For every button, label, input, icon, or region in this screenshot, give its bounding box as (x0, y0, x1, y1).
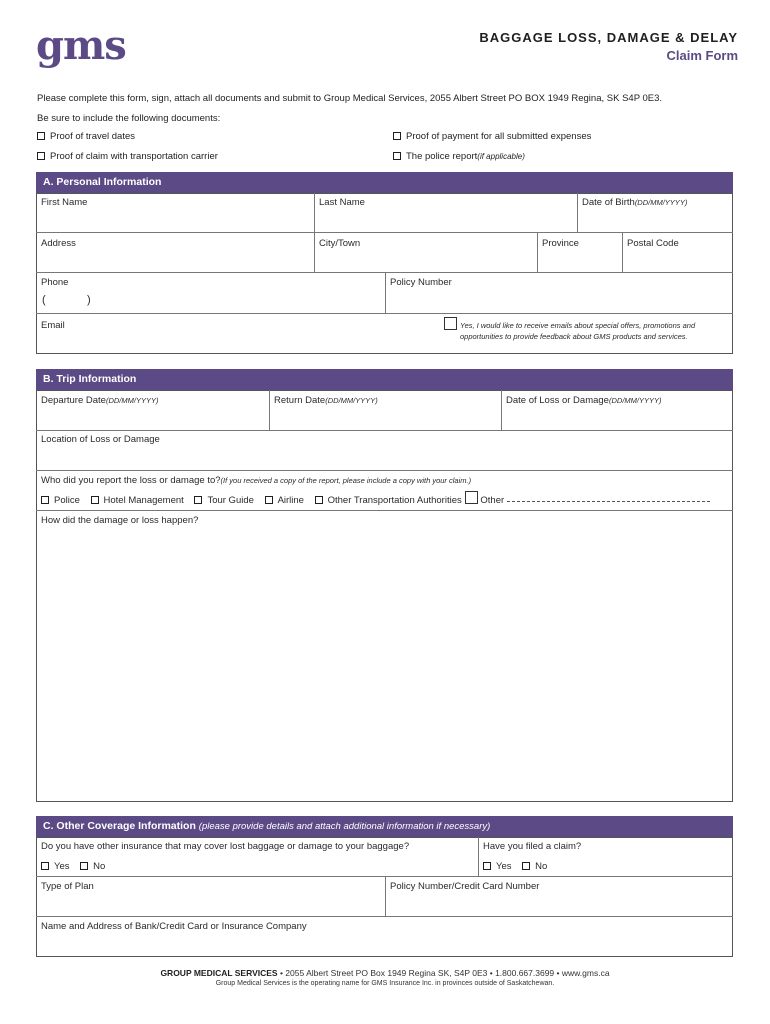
dob-field[interactable]: Date of Birth(DD/MM/YYYY) (582, 197, 688, 208)
last-name-field[interactable]: Last Name (319, 197, 365, 208)
divider (385, 272, 386, 313)
divider (537, 232, 538, 272)
other-insurance-no[interactable]: No (80, 861, 105, 872)
policy-number-field[interactable]: Policy Number (390, 277, 452, 288)
divider (36, 510, 733, 511)
other-blank-line[interactable] (507, 501, 710, 502)
checkbox[interactable] (194, 496, 202, 504)
divider (36, 232, 733, 233)
divider (36, 313, 733, 314)
location-field[interactable]: Location of Loss or Damage (41, 434, 160, 445)
include-text: Be sure to include the following documents: (37, 113, 221, 124)
other-insurance-yes[interactable]: Yes (41, 861, 70, 872)
report-question: Who did you report the loss or damage to?(If you received a copy of the report, please include a copy with your claim.) (41, 475, 472, 486)
divider (385, 876, 386, 916)
checkbox[interactable] (37, 132, 45, 140)
option-other[interactable]: Other (464, 495, 710, 506)
checkbox[interactable] (393, 132, 401, 140)
phone-area-close: ) (87, 294, 91, 306)
section-a-heading: A. Personal Information (36, 172, 733, 193)
divider (314, 193, 315, 272)
checkbox[interactable] (522, 862, 530, 870)
filed-claim-question: Have you filed a claim? (483, 841, 582, 852)
divider (478, 837, 479, 876)
policy-cc-field[interactable]: Policy Number/Credit Card Number (390, 881, 540, 892)
checkbox[interactable] (41, 496, 49, 504)
form-title: BAGGAGE LOSS, DAMAGE & DELAY (479, 30, 738, 45)
gms-logo: gms (36, 22, 126, 69)
filed-claim-options (483, 861, 547, 872)
filed-claim-yes[interactable]: Yes (483, 861, 512, 872)
divider (577, 193, 578, 232)
divider (36, 916, 733, 917)
checkbox[interactable] (393, 152, 401, 160)
how-happened-field[interactable]: How did the damage or loss happen? (41, 515, 199, 526)
email-optin-text: Yes, I would like to receive emails about special offers, promotions and opportunities to provide feedback about GMS products and services. (460, 321, 696, 341)
filed-claim-no[interactable]: No (522, 861, 547, 872)
email-optin-checkbox[interactable] (444, 317, 457, 330)
phone-field[interactable]: Phone (41, 277, 69, 288)
checkbox[interactable] (91, 496, 99, 504)
option-hotel[interactable]: Hotel Management (91, 495, 184, 506)
section-b-box (36, 390, 733, 802)
checkbox[interactable] (37, 152, 45, 160)
divider (269, 390, 270, 430)
report-options (41, 491, 710, 506)
divider (501, 390, 502, 430)
checkbox[interactable] (483, 862, 491, 870)
departure-date-field[interactable]: Departure Date(DD/MM/YYYY) (41, 395, 159, 406)
bank-field[interactable]: Name and Address of Bank/Credit Card or Insurance Company (41, 921, 307, 932)
email-field[interactable]: Email (41, 320, 65, 331)
section-c-heading: C. Other Coverage Information (please provide details and attach additional information if necessary) (36, 816, 733, 837)
form-subtitle: Claim Form (666, 48, 738, 63)
other-insurance-options (41, 861, 105, 872)
option-transport[interactable]: Other Transportation Authorities (315, 495, 462, 506)
checkbox[interactable] (80, 862, 88, 870)
return-date-field[interactable]: Return Date(DD/MM/YYYY) (274, 395, 378, 406)
address-field[interactable]: Address (41, 238, 76, 249)
checkbox[interactable] (465, 491, 478, 504)
divider (36, 470, 733, 471)
checkbox[interactable] (265, 496, 273, 504)
checkbox[interactable] (315, 496, 323, 504)
option-tour-guide[interactable]: Tour Guide (194, 495, 253, 506)
footer-contact: GROUP MEDICAL SERVICES • 2055 Albert Street PO Box 1949 Regina SK, S4P 0E3 • 1.800.667.3699 • www.gms.ca (160, 968, 610, 978)
doc-carrier[interactable]: Proof of claim with transportation carrier (37, 151, 218, 162)
option-airline[interactable]: Airline (265, 495, 304, 506)
intro-text: Please complete this form, sign, attach all documents and submit to Group Medical Services, 2055 Albert Street PO BOX 1949 Regina, SK S4P 0E3. (37, 93, 663, 104)
other-insurance-question: Do you have other insurance that may cover lost baggage or damage to your baggage? (41, 841, 410, 852)
section-b-heading: B. Trip Information (36, 369, 733, 390)
doc-payment[interactable]: Proof of payment for all submitted expenses (393, 131, 591, 142)
doc-travel[interactable]: Proof of travel dates (37, 131, 135, 142)
divider (36, 430, 733, 431)
first-name-field[interactable]: First Name (41, 197, 88, 208)
postal-code-field[interactable]: Postal Code (627, 238, 679, 249)
phone-area-open: ( (42, 294, 46, 306)
divider (622, 232, 623, 272)
footer-note: Group Medical Services is the operating name for GMS Insurance Inc. in provinces outside of Saskatchewan. (215, 980, 555, 987)
city-field[interactable]: City/Town (319, 238, 361, 249)
option-police[interactable]: Police (41, 495, 80, 506)
plan-type-field[interactable]: Type of Plan (41, 881, 94, 892)
doc-police[interactable]: The police report(if applicable) (393, 151, 525, 162)
loss-date-field[interactable]: Date of Loss or Damage(DD/MM/YYYY) (506, 395, 662, 406)
province-field[interactable]: Province (542, 238, 579, 249)
checkbox[interactable] (41, 862, 49, 870)
